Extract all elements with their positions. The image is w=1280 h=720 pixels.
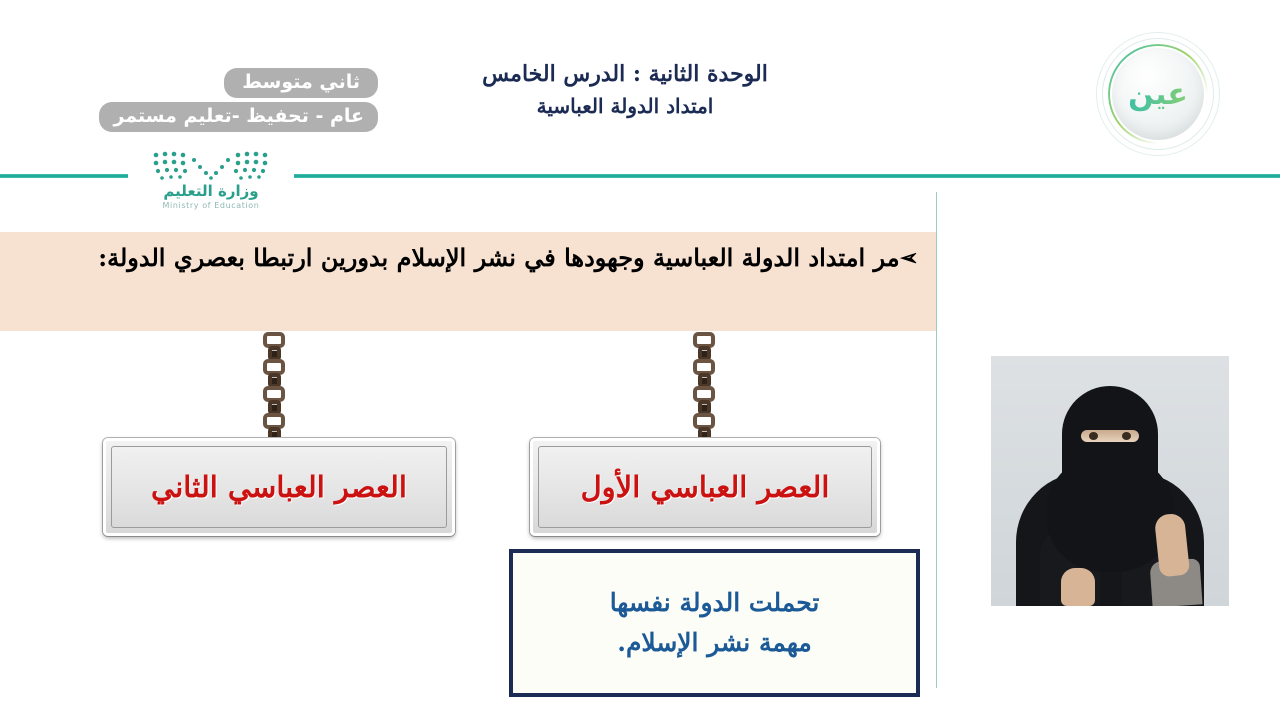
era-box-second-abbasid [103, 438, 455, 536]
slide-header [0, 0, 1280, 170]
presenter-eye-left [1089, 432, 1098, 440]
presenter-head [1062, 386, 1158, 512]
presenter-eyes [1081, 430, 1139, 442]
moe-palm-dots-icon [150, 150, 272, 184]
presenter-hand-left [1061, 568, 1095, 606]
note-box-first-era [509, 549, 920, 697]
ain-logo [1096, 32, 1220, 156]
moe-name-ar: وزارة التعليم [163, 182, 259, 200]
ain-logo-text: عين [1112, 48, 1204, 140]
lesson-statement-text [14, 238, 918, 278]
note-line-1: تحملت الدولة نفسها [609, 588, 820, 617]
moe-name-en: Ministry of Education [162, 201, 260, 210]
era-box-label: العصر العباسي الأول [580, 470, 830, 504]
title-lesson-name: امتداد الدولة العباسية [536, 94, 714, 118]
lesson-statement-body: مر امتداد الدولة العباسية وجهودها في نشر الإسلام بدورين ارتبطا بعصري الدولة: [98, 243, 900, 272]
chain-connector-left [261, 334, 287, 452]
presenter-eye-right [1122, 432, 1131, 440]
era-box-first-abbasid [530, 438, 880, 536]
title-unit-lesson: الوحدة الثانية : الدرس الخامس [482, 61, 768, 87]
sign-language-video-panel[interactable] [991, 356, 1229, 606]
era-box-label: العصر العباسي الثاني [151, 470, 407, 504]
grade-badges [58, 68, 378, 132]
lesson-statement-banner [0, 232, 936, 331]
page-title [390, 58, 860, 122]
badge-track-types: عام - تحفيظ -تعليم مستمر [99, 102, 378, 132]
note-text [610, 583, 820, 663]
badge-grade-level: ثاني متوسط [224, 68, 378, 98]
ministry-of-education-logo [128, 148, 294, 220]
note-line-2: مهمة نشر الإسلام. [617, 628, 812, 657]
chain-connector-right [691, 334, 717, 452]
content-video-divider [936, 192, 937, 688]
arrow-bullet-icon: ➢ [899, 245, 918, 271]
